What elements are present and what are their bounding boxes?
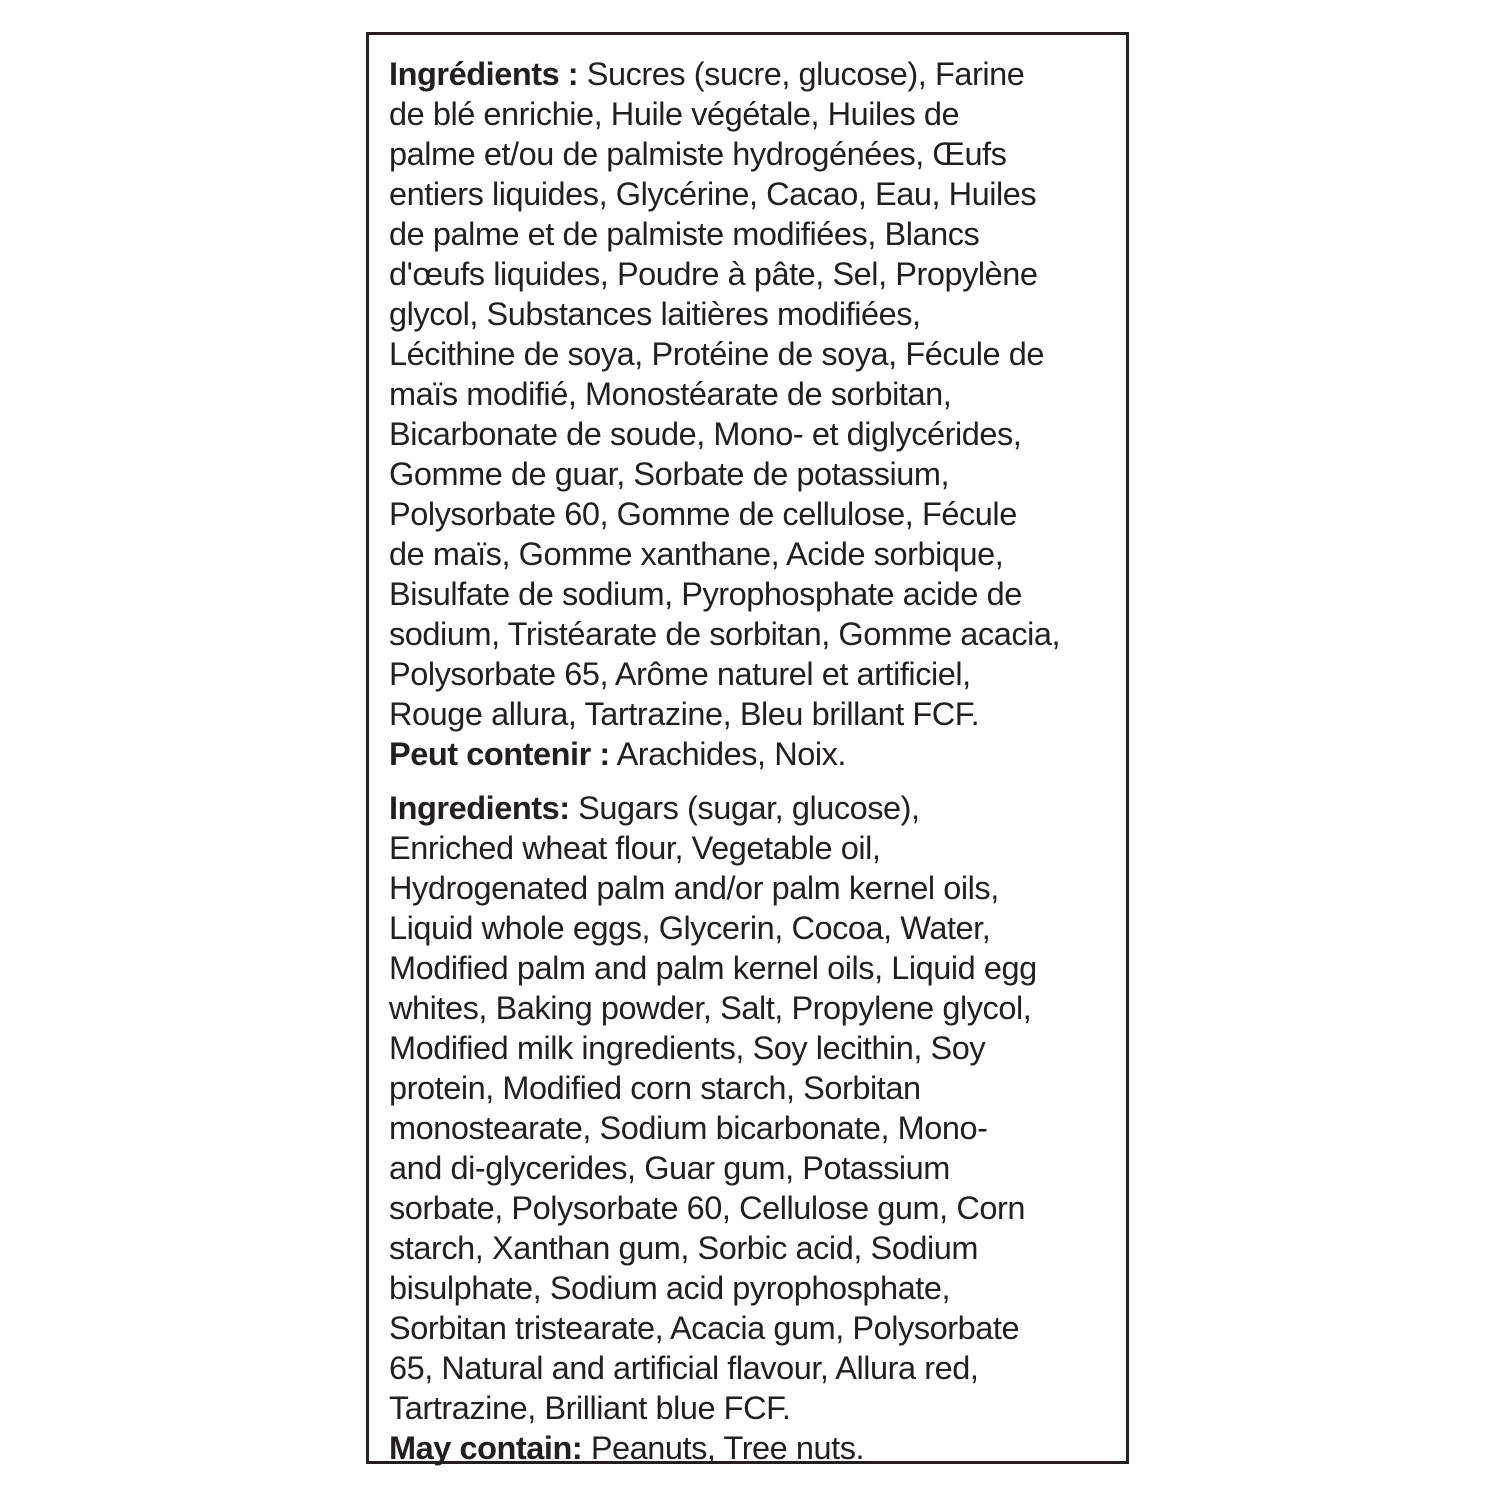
english-line: whites, Baking powder, Salt, Propylene glycol, — [389, 990, 1032, 1026]
french-line-1 — [389, 54, 1106, 94]
french-line: Bisulfate de sodium, Pyrophosphate acide de — [389, 576, 1022, 612]
english-line: Tartrazine, Brilliant blue FCF. — [389, 1390, 791, 1426]
french-line: de palme et de palmiste modifiées, Blancs — [389, 216, 980, 252]
english-ingredients-section — [389, 788, 1106, 1468]
english-line: Modified milk ingredients, Soy lecithin, Soy — [389, 1030, 986, 1066]
french-ingredients-text: Sucres (sucre, glucose), Farine — [578, 56, 1025, 92]
french-line: Bicarbonate de soude, Mono- et diglycérides, — [389, 416, 1022, 452]
english-may-contain-text: Peanuts, Tree nuts. — [582, 1430, 865, 1466]
french-line: Gomme de guar, Sorbate de potassium, — [389, 456, 950, 492]
english-line: Liquid whole eggs, Glycerin, Cocoa, Water, — [389, 910, 991, 946]
french-line: Lécithine de soya, Protéine de soya, Fécule de — [389, 336, 1045, 372]
french-line: palme et/ou de palmiste hydrogénées, Œufs — [389, 136, 1007, 172]
ingredients-label — [366, 32, 1129, 1464]
english-may-contain — [389, 1428, 1106, 1468]
english-line: sorbate, Polysorbate 60, Cellulose gum, Corn — [389, 1190, 1025, 1226]
french-line: Polysorbate 60, Gomme de cellulose, Fécule — [389, 496, 1017, 532]
english-line: 65, Natural and artificial flavour, Allura red, — [389, 1350, 979, 1386]
french-may-contain-text: Arachides, Noix. — [609, 736, 846, 772]
english-line: Sorbitan tristearate, Acacia gum, Polysorbate — [389, 1310, 1020, 1346]
french-ingredients-heading: Ingrédients : — [389, 56, 579, 92]
french-line: sodium, Tristéarate de sorbitan, Gomme acacia, — [389, 616, 1061, 652]
french-line: maïs modifié, Monostéarate de sorbitan, — [389, 376, 952, 412]
french-line: Rouge allura, Tartrazine, Bleu brillant FCF. — [389, 696, 980, 732]
french-may-contain — [389, 734, 1106, 774]
english-line: bisulphate, Sodium acid pyrophosphate, — [389, 1270, 951, 1306]
french-line: Polysorbate 65, Arôme naturel et artificiel, — [389, 656, 971, 692]
english-may-contain-heading: May contain: — [389, 1430, 583, 1466]
english-ingredients-heading: Ingredients: — [389, 790, 570, 826]
english-line: and di-glycerides, Guar gum, Potassium — [389, 1150, 950, 1186]
french-line: d'œufs liquides, Poudre à pâte, Sel, Propylène — [389, 256, 1038, 292]
english-line: Modified palm and palm kernel oils, Liquid egg — [389, 950, 1037, 986]
english-line: Hydrogenated palm and/or palm kernel oils, — [389, 870, 999, 906]
english-line-1 — [389, 788, 1106, 828]
french-ingredients-section — [389, 54, 1106, 774]
english-line: Enriched wheat flour, Vegetable oil, — [389, 830, 881, 866]
english-line: starch, Xanthan gum, Sorbic acid, Sodium — [389, 1230, 978, 1266]
french-line: entiers liquides, Glycérine, Cacao, Eau, Huiles — [389, 176, 1037, 212]
english-ingredients-text: Sugars (sugar, glucose), — [569, 790, 920, 826]
french-line: de maïs, Gomme xanthane, Acide sorbique, — [389, 536, 1004, 572]
english-line: protein, Modified corn starch, Sorbitan — [389, 1070, 921, 1106]
french-may-contain-heading: Peut contenir : — [389, 736, 610, 772]
french-line: de blé enrichie, Huile végétale, Huiles de — [389, 96, 960, 132]
french-line: glycol, Substances laitières modifiées, — [389, 296, 921, 332]
english-line: monostearate, Sodium bicarbonate, Mono- — [389, 1110, 988, 1146]
